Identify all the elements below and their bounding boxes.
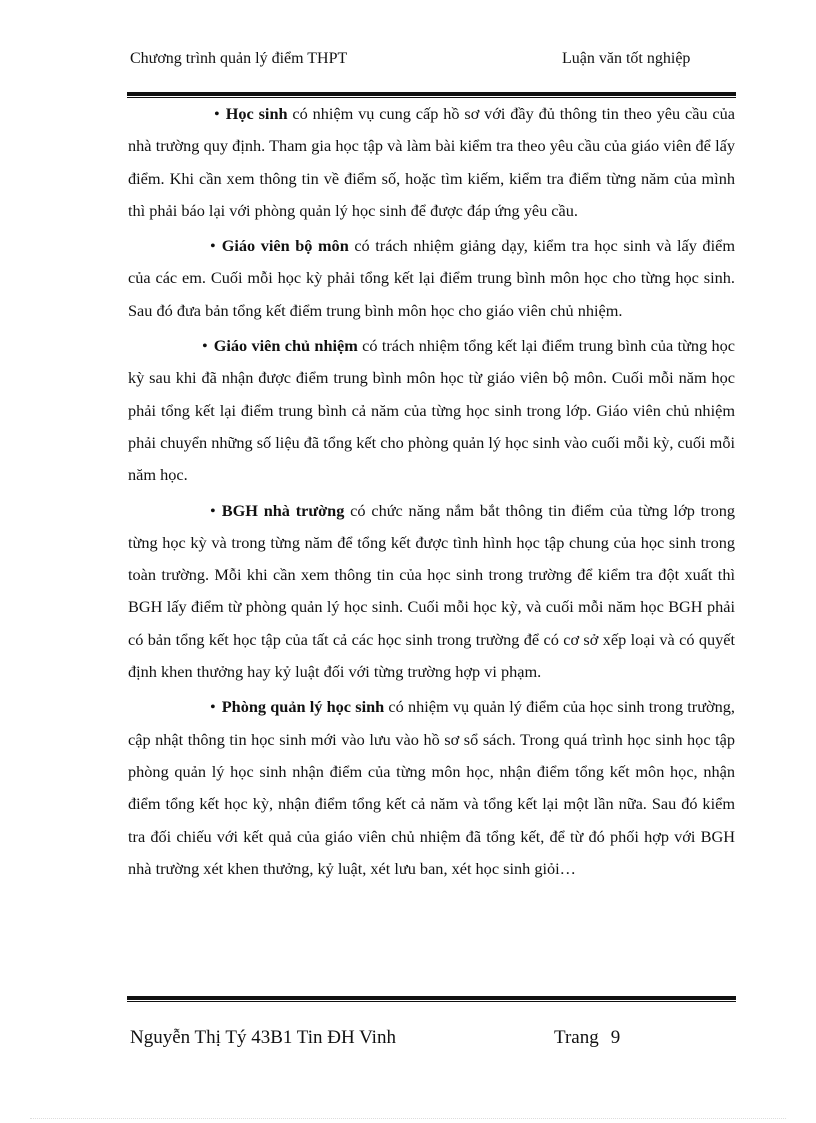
body-text [128, 98, 735, 885]
footer-rule [127, 996, 736, 1002]
page-header-right: Luận văn tốt nghiệp [562, 50, 691, 67]
paragraph-phong-quan-ly [128, 691, 735, 885]
term-giao-vien-bo-mon: Giáo viên bộ môn [221, 236, 349, 256]
footer-page [554, 1027, 620, 1049]
paragraph-text: có trách nhiệm giảng dạy, kiểm tra học sinh và lấy điểm của các em. Cuối mỗi học kỳ phải tổng kết lại điểm trung bình môn học cho từng học sinh. Sau đó đưa bản tổng kết điểm trung bình môn học cho giáo viên chủ nhiệm. [128, 236, 735, 320]
page-edge-divider [30, 1118, 786, 1119]
paragraph-text: có nhiệm vụ cung cấp hồ sơ với đầy đủ thông tin theo yêu cầu của nhà trường quy định. Tham gia học tập và làm bài kiểm tra theo yêu cầu của giáo viên để lấy điểm. Khi cần xem thông tin về điểm số, hoặc tìm kiếm, kiểm tra điểm từng năm của mình thì phải báo lại với phòng quản lý học sinh để được đáp ứng yêu cầu. [128, 104, 736, 220]
bullet-icon: • [202, 336, 208, 356]
term-hoc-sinh: Học sinh [225, 104, 288, 123]
bullet-icon: • [210, 697, 216, 717]
paragraph-text: có chức năng nắm bắt thông tin điểm của từng lớp trong từng học kỳ và trong từng năm để tổng kết được tình hình học tập chung của học sinh trong toàn trường. Mỗi khi cần xem thông tin của học sinh trong trường để kiểm tra đột xuất thì BGH lấy điểm từ phòng quản lý học sinh. Cuối mỗi học kỳ, và cuối mỗi năm học BGH phải có bản tổng kết học tập của tất cả các học sinh trong trường để có cơ sở xếp loại và có quyết định khen thưởng hay kỷ luật đối với từng trường hợp vi phạm. [128, 500, 735, 682]
bullet-icon: • [210, 500, 216, 520]
paragraph-giao-vien-bo-mon [128, 230, 735, 327]
page-header-left: Chương trình quản lý điểm THPT [130, 50, 348, 67]
paragraph-giao-vien-chu-nhiem [128, 330, 735, 491]
paragraph-bgh-nha-truong [128, 495, 735, 689]
page-label: Trang [554, 1027, 599, 1048]
term-bgh-nha-truong: BGH nhà trường [221, 500, 345, 520]
bullet-icon: • [210, 236, 216, 256]
footer-author: Nguyễn Thị Tý 43B1 Tin ĐH Vinh [130, 1027, 396, 1048]
bullet-icon: • [214, 104, 220, 123]
paragraph-text: có nhiệm vụ quản lý điểm của học sinh trong trường, cập nhật thông tin học sinh mới vào lưu vào hồ sơ sổ sách. Trong quá trình học sinh học tập phòng quản lý học sinh nhận điểm của từng môn học, nhận điểm tổng kết môn học, nhận điểm tổng kết học kỳ, nhận điểm tổng kết cả năm và tổng kết lại một lần nữa. Sau đó kiểm tra đối chiếu với kết quả của giáo viên chủ nhiệm đã tổng kết, để từ đó phối hợp với BGH nhà trường xét khen thưởng, kỷ luật, xét lưu ban, xét học sinh giỏi… [128, 697, 735, 878]
page-number: 9 [610, 1027, 621, 1048]
term-giao-vien-chu-nhiem: Giáo viên chủ nhiệm [213, 336, 358, 356]
term-phong-quan-ly-hoc-sinh: Phòng quản lý học sinh [221, 697, 385, 717]
paragraph-hoc-sinh [128, 98, 735, 227]
paragraph-text: có trách nhiệm tổng kết lại điểm trung bình của từng học kỳ sau khi đã nhận được điểm trung bình môn học từ giáo viên bộ môn. Cuối mỗi năm học phải tổng kết lại điểm trung bình cả năm của từng học sinh trong lớp. Giáo viên chủ nhiệm phải chuyển những số liệu đã tổng kết cho phòng quản lý học sinh vào cuối mỗi kỳ, cuối mỗi năm học. [128, 336, 735, 485]
